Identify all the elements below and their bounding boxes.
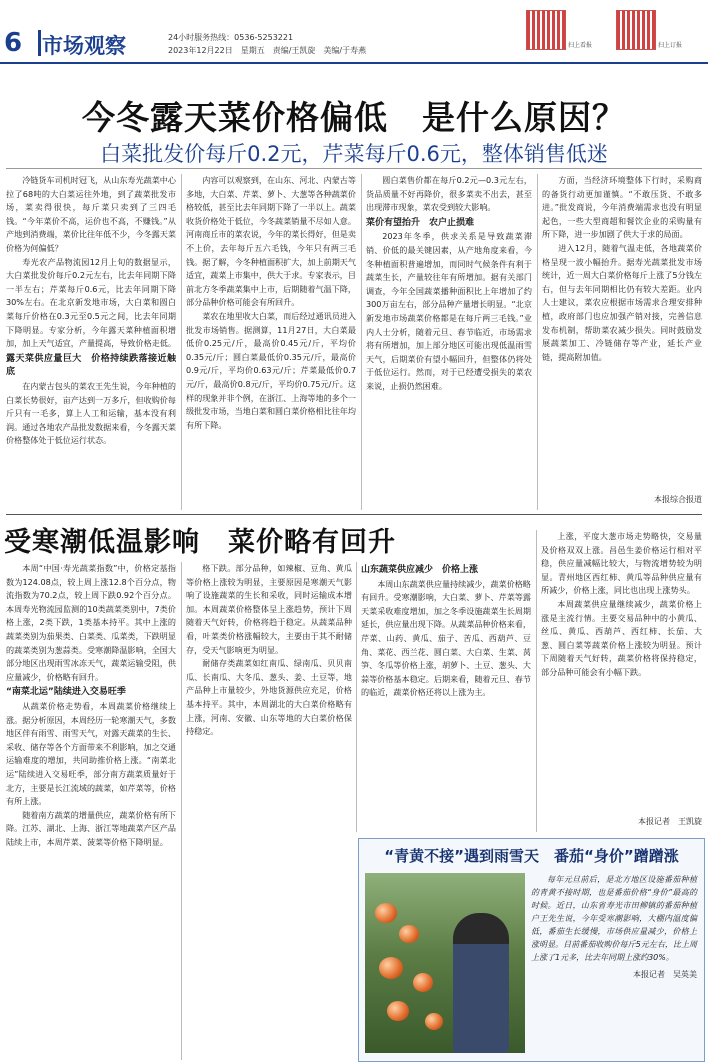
tomato-shape bbox=[375, 903, 397, 923]
column-separator bbox=[536, 530, 537, 832]
paragraph: 每年元旦前后，是北方地区设施番茄种植的青黄不接时期，也是番茄价格“身价”最高的时候。近日，山东省寿光市田柳镇的番茄种植户王先生说，今年受寒潮影响，大棚内温度偏低，番茄生长缓慢，市场供应量减少，价格上涨明显。目前番茄收购价每斤5元左右，比上周上涨了1元多，比去年同期上涨约30%。 bbox=[531, 875, 697, 962]
feature-credit: 本报记者 吴英美 bbox=[633, 970, 697, 979]
feature-text bbox=[531, 873, 697, 1053]
article2-column-2 bbox=[186, 562, 352, 1060]
article1-column-2 bbox=[186, 174, 356, 510]
paragraph: 随着南方蔬菜的增量供应，蔬菜价格有所下降。江苏、湖北、上海、浙江等地蔬菜产区产品陆续上市，本周芹菜、菠菜等价格下降明显。 bbox=[6, 809, 176, 847]
header-divider bbox=[0, 62, 708, 64]
service-hotline: 24小时服务热线：0536-5253221 bbox=[168, 33, 294, 42]
tomato-farmer-photo bbox=[365, 873, 525, 1053]
tomato-shape bbox=[413, 973, 433, 992]
page-number: 6 bbox=[4, 30, 34, 56]
article2-credit: 本报记者 王凯旋 bbox=[638, 817, 702, 826]
column-separator bbox=[181, 174, 182, 510]
article1-column-1 bbox=[6, 174, 176, 510]
divider bbox=[6, 168, 702, 169]
column-separator bbox=[181, 562, 182, 1060]
qr1-caption: 扫上看报 bbox=[568, 42, 593, 49]
column-separator bbox=[537, 174, 538, 510]
tomato-shape bbox=[399, 925, 419, 943]
article1-column-4 bbox=[542, 174, 702, 490]
paragraph: 在内蒙古包头的菜农王先生说，今年种植的白菜长势很好，亩产达到一万多斤，但收购价每斤只有一毛多，算上人工和运输，基本没有利润。通过各地农产品批发数据来看，今冬露天菜价格整体处于低位运行状态。 bbox=[6, 380, 176, 446]
paragraph: 方面，当经济环境整体下行时，采购商的备货行动更加谨慎。“不敢压货、不敢多进。”批发商说，今年消费端需求也没有明显起色，一些大型商超和餐饮企业的采购量有所下降，进一步加剧了供大于求的局面。 bbox=[542, 175, 702, 240]
column-separator bbox=[361, 174, 362, 510]
subheading: 露天菜供应量巨大 价格持续跌落接近触底 bbox=[6, 353, 176, 378]
article2-headline: 受寒潮低温影响 菜价略有回升 bbox=[4, 527, 396, 558]
headline-subtitle: 白菜批发价每斤0.2元，芹菜每斤0.6元，整体销售低迷 bbox=[100, 142, 608, 166]
paragraph: 从蔬菜价格走势看，本周蔬菜价格继续上涨。据分析原因，本周经历一轮寒潮天气，多数地区伴有雨雪、雨雪天气，对露天蔬菜的生长、采收、储存等各个方面带来不利影响，加之交通运输难度的增加，共同助推价格上涨。“南菜北运”陆续进入交易旺季，部分南方蔬菜质量好于北方，主要是长江流域的蔬菜，如芹菜等，价格有所上涨。 bbox=[6, 700, 176, 807]
tomato-shape bbox=[387, 1001, 409, 1021]
subheading: 菜价有望抬升 农户止损难 bbox=[366, 217, 475, 228]
paragraph: 本周蔬菜供应量继续减少，蔬菜价格上涨是主流行情。主要交易品种中的小黄瓜、丝瓜、黄瓜、西葫芦、西红柿、长茄、大葱、圆白菜等蔬菜价格上涨较为明显。预计下周随着天气好转，蔬菜价格将保持稳定，部分品种可能会有小幅下跌。 bbox=[541, 598, 702, 677]
paragraph: 冷链货车司机时冠飞，从山东寿光蔬菜中心拉了68吨的大白菜运往外地，到了蔬菜批发市场，菜卖得很快，每斤菜只卖到了三四毛钱。“今年菜价不高，运价也不高，不赚钱。”从产地到消费端，菜价比往年低不少，今冬露天菜价格为何偏低？ bbox=[6, 175, 176, 253]
farmer-figure bbox=[453, 913, 509, 1053]
qr-code-icon[interactable] bbox=[526, 10, 566, 50]
paragraph: 格下跌。部分品种，如辣椒、豆角、黄瓜等价格上涨较为明显，主要原因是寒潮天气影响了设施蔬菜的生长和采收，同时运输成本增加。本周蔬菜价格整体呈上涨趋势，预计下周随着天气好转，价格将趋于稳定。从蔬菜品种看，叶菜类价格涨幅较大，主要由于其不耐储存，受天气影响更为明显。 bbox=[186, 563, 352, 655]
article2-column-3 bbox=[361, 562, 531, 832]
paragraph: 本周山东蔬菜供应量持续减少，蔬菜价格略有回升。受寒潮影响，大白菜、萝卜、芹菜等露天菜采收难度增加，加之冬季设施蔬菜生长周期延长，供应量出现下降。从蔬菜品种价格来看，芹菜、山药、黄瓜、茄子、苦瓜、西葫芦、豆角、菜花、西兰花、圆白菜、大白菜、生菜、莴笋、冬瓜等价格上涨，胡萝卜、土豆、葱头、大蒜等价格基本稳定。后期来看，随着元旦、春节的临近，蔬菜价格还将以上涨为主。 bbox=[361, 578, 531, 698]
article1-column-3 bbox=[366, 174, 532, 510]
page-header bbox=[0, 0, 708, 66]
section-bar bbox=[38, 30, 41, 56]
section-title: 市场观察 bbox=[42, 34, 126, 58]
tomato-shape bbox=[379, 957, 403, 979]
feature-box bbox=[358, 838, 705, 1062]
paragraph: 寿光农产品物流园12月上旬的数据显示，大白菜批发价每斤0.2元左右，比去年同期下降一半左右；芹菜每斤0.6元，比去年同期下降30%左右。在北京新发地市场，大白菜和圆白菜每斤价格在0.3元至0.5元之间，比去年同期下降明显。专家分析，今年露天菜种植面积增加，加上天气适宜，产量提高，导致价格走低。 bbox=[6, 256, 176, 349]
article2-column-4 bbox=[541, 530, 702, 812]
column-separator bbox=[356, 562, 357, 832]
paragraph: 菜农在地里收大白菜，而后经过通讯员进入批发市场销售。据测算，11月27日，大白菜最低价0.25元/斤，最高价0.45元/斤，平均价0.35元/斤；圆白菜最低价0.35元/斤，最高价0.9元/斤，平均价0.63元/斤；芹菜最低价0.7元/斤，最高价0.8元/斤，平均价0.75元/斤。这样的现象并非个例，在浙江、上海等地的多个一级批发市场，当地白菜和圆白菜价格相比往年均有所下降。 bbox=[186, 310, 356, 430]
divider bbox=[6, 514, 702, 515]
subheading: 山东蔬菜供应减少 价格上涨 bbox=[361, 565, 479, 575]
qr2-caption: 扫上订报 bbox=[658, 42, 683, 49]
qr-code-icon[interactable] bbox=[616, 10, 656, 50]
paragraph: 2023年冬季，供求关系是导致蔬菜滞销、价低的最关键因素，从产地角度来看，今冬种植面积普遍增加，而同时气候条件有利于蔬菜生长，产量较往年有所增加。据有关部门调查，今年全国蔬菜播种面积比上年增加了约300万亩左右，部分品种产量增长明显。“北京新发地市场蔬菜价格都是在每斤两三毛钱。”业内人士分析，随着元旦、春节临近，市场需求将有所增加，加上部分地区可能出现低温雨雪天气，后期菜价有望小幅回升，但整体仍将处于低位运行。然而，对于已经遭受损失的菜农来说，止损仍然困难。 bbox=[366, 231, 532, 391]
feature-title: “青黄不接”遇到雨雪天 番茄“身价”蹭蹭涨 bbox=[384, 847, 679, 865]
paragraph: 圆白菜售价都在每斤0.2元—0.3元左右，货品质量不好再降价，很多菜卖不出去，甚至出现滞市现象，菜农受到较大影响。 bbox=[366, 175, 532, 213]
paragraph: 上涨，平度大葱市场走势略快，交易量及价格双双上涨。昌邑生姜价格运行相对平稳，供应量减幅比较大，与物流增势较为明显。青州地区西红柿、黄瓜等品种供应量有所减少，价格上涨，同比也出现上涨势头。 bbox=[541, 531, 702, 596]
headline: 今冬露天菜价格偏低 是什么原因？ bbox=[82, 98, 626, 137]
subheading: “南菜北运”陆续进入交易旺季 bbox=[6, 687, 126, 698]
paragraph: 进入12月，随着气温走低，各地蔬菜价格呈现一波小幅抬升。据寿光蔬菜批发市场统计，近一周大白菜价格每斤上涨了5分钱左右，但与去年同期相比仍有较大差距。业内人士建议，菜农应根据市场需求合理安排种植，政府部门也应加强产销对接，完善信息发布机制，帮助菜农减少损失。同时鼓励发展蔬菜加工、冷链储存等产业，延长产业链，提高附加值。 bbox=[542, 242, 702, 362]
tomato-shape bbox=[425, 1013, 443, 1030]
dateline: 2023年12月22日 星期五 责编/王凯旋 美编/于寿燕 bbox=[168, 46, 367, 55]
paragraph: 本周“中国·寿光蔬菜指数”中，价格定基指数为124.08点，较上周上涨12.8个百分点，物流指数为70.2点，较上周下跌0.92个百分点。本周寿光物流园监测的10类蔬菜类别中，7类价格上涨，2类下跌，1类基本持平。其中上涨的蔬菜类别为茄果类、白菜类、瓜菜类，下跌明显的蔬菜类别为葱蒜类。受寒潮降温影响，全国大部分地区出现雨雪冰冻天气，蔬菜运输受阻，供应量减少，价格略有回升。 bbox=[6, 563, 176, 682]
article1-credit: 本报综合报道 bbox=[654, 495, 702, 504]
paragraph: 内容可以观察到，在山东、河北、内蒙古等多地，大白菜、芹菜、萝卜、大葱等各种蔬菜价格较低，甚至比去年同期下降了一半以上。蔬菜收货价格处于低位，今冬蔬菜销量不尽如人意。河南商丘市的菜农说，今年的菜长得好，但是卖不上价，去年每斤五六毛钱，今年只有两三毛钱。据了解，今冬种植面积扩大，加上前期天气适宜，蔬菜上市集中，供大于求。专家表示，目前北方冬季蔬菜集中上市，后期随着气温下降，部分品种价格可能会有所回升。 bbox=[186, 175, 356, 308]
article2-column-1 bbox=[6, 562, 176, 1060]
paragraph: 耐储存类蔬菜如红南瓜、绿南瓜、贝贝南瓜、长南瓜、大冬瓜、葱头、姜、土豆等，地产品种上市量较少，外地货源供应充足，价格基本持平。其中，本周湖北的大白菜价格略有上涨，河南、安徽、山东等地的大白菜价格保持稳定。 bbox=[186, 658, 352, 737]
